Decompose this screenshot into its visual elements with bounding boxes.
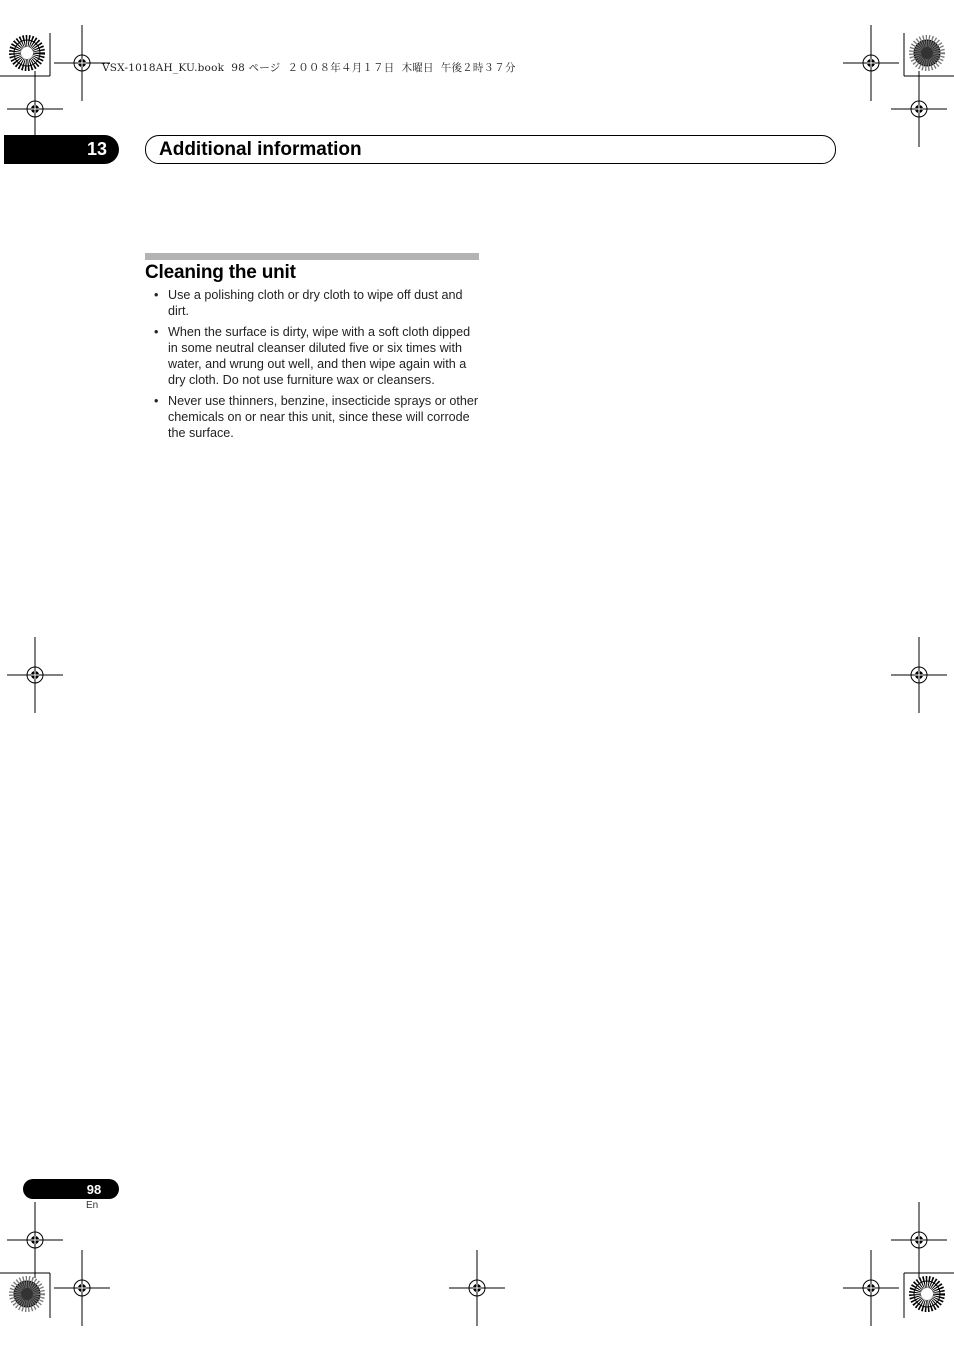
list-item bbox=[152, 287, 480, 319]
section-rule bbox=[145, 253, 479, 260]
language-label: En bbox=[86, 1200, 99, 1211]
chapter-number-tab bbox=[4, 135, 119, 164]
list-item bbox=[152, 393, 480, 441]
chapter-title-bar bbox=[145, 135, 836, 164]
list-item-text: Never use thinners, benzine, insecticide sprays or other chemicals on or near this unit, since these will corrode the surface. bbox=[168, 394, 479, 440]
page-number-tab bbox=[23, 1179, 119, 1199]
list-item bbox=[152, 324, 480, 388]
section-heading: Cleaning the unit bbox=[145, 262, 296, 283]
print-header: VSX-1018AH_KU.book 98 ページ ２００８年４月１７日 木曜日 午後２時３７分 bbox=[102, 62, 516, 74]
chapter-number: 13 bbox=[86, 139, 107, 159]
bullet-icon: • bbox=[154, 288, 159, 302]
list-item-text: When the surface is dirty, wipe with a soft cloth dipped in some neutral cleanser diluted five or six times with water, and wrung out well, and then wipe again with a dry cloth. Do not use furniture wax or cleansers. bbox=[168, 325, 471, 387]
bullet-list bbox=[152, 287, 480, 446]
list-item-text: Use a polishing cloth or dry cloth to wipe off dust and dirt. bbox=[168, 288, 463, 318]
page-number: 98 bbox=[86, 1181, 102, 1197]
bullet-icon: • bbox=[154, 394, 159, 408]
bullet-icon: • bbox=[154, 325, 159, 339]
chapter-title: Additional information bbox=[159, 138, 362, 160]
